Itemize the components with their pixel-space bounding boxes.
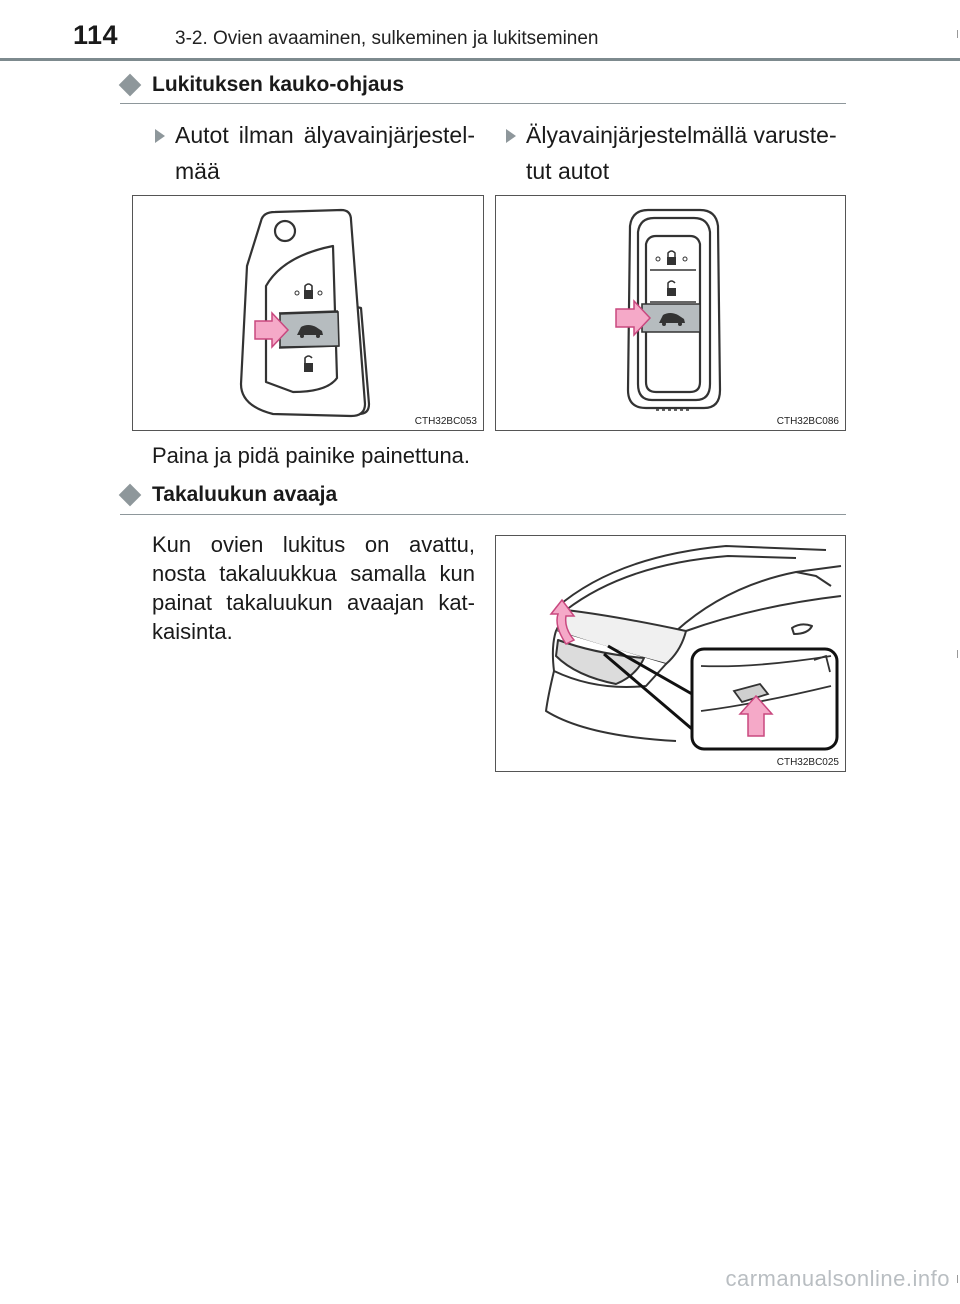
- running-header: 3-2. Ovien avaaminen, sulkeminen ja lukitseminen: [175, 28, 599, 49]
- section-rule: [120, 103, 846, 104]
- subhead-text: Autot ilman älyavainjärjestel-mää: [175, 122, 475, 184]
- figure-trunk-opener: [495, 535, 846, 772]
- section-heading-remote: [120, 70, 404, 100]
- figure-code: CTH32BC053: [414, 416, 477, 427]
- subhead-smart-key: [526, 117, 846, 189]
- flip-key-illustration: [133, 196, 483, 430]
- section-title: Lukituksen kauko-ohjaus: [152, 73, 405, 96]
- figure-code: CTH32BC086: [776, 416, 839, 427]
- header-rule: [0, 58, 960, 61]
- diamond-bullet-icon: [119, 484, 142, 507]
- triangle-bullet-icon: [155, 129, 165, 143]
- watermark: carmanualsonline.info: [725, 1266, 950, 1291]
- edge-tick: [957, 1275, 958, 1283]
- section-rule: [120, 514, 846, 515]
- section-title: Takaluukun avaaja: [152, 483, 338, 506]
- figure-flip-key: [132, 195, 484, 431]
- edge-tick: [957, 30, 958, 38]
- subhead-no-smart-key: [175, 117, 475, 189]
- instruction-text: Paina ja pidä painike painettuna.: [152, 443, 471, 468]
- figure-smart-key: [495, 195, 846, 431]
- diamond-bullet-icon: [119, 74, 142, 97]
- subhead-text: Älyavainjärjestelmällä varuste-tut autot: [526, 122, 837, 184]
- smart-key-illustration: [496, 196, 845, 430]
- trunk-paragraph: Kun ovien lukitus on avattu, nosta takaluukkua samalla kun painat takaluukun avaajan kat-kaisinta.: [152, 532, 475, 644]
- edge-tick: [957, 650, 958, 658]
- page-number: 114: [73, 20, 119, 50]
- car-rear-trunk-illustration: [496, 536, 845, 771]
- triangle-bullet-icon: [506, 129, 516, 143]
- figure-code: CTH32BC025: [776, 757, 839, 768]
- section-heading-trunk: [120, 480, 337, 510]
